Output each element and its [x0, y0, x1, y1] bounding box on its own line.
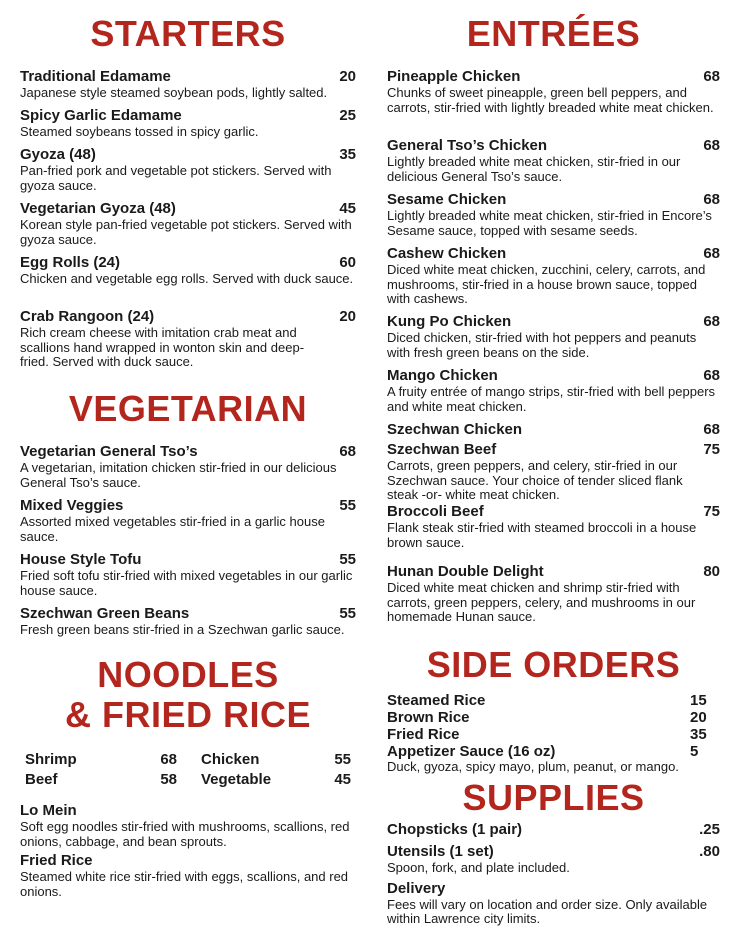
list-item	[20, 146, 356, 200]
item-price: 68	[703, 313, 720, 330]
item-price: 35	[690, 726, 707, 743]
item-price: 45	[339, 200, 356, 217]
item-desc: Diced white meat chicken and shrimp stir-fried with carrots, green peppers, celery, and mushrooms in our homemade Hunan sauce.	[387, 580, 696, 624]
item-price: 55	[339, 497, 356, 514]
item-desc: Lightly breaded white meat chicken, stir-fried in our delicious General Tso’s sauce.	[387, 154, 681, 184]
item-price: .25	[699, 821, 720, 838]
item-name: Fried Rice	[387, 726, 460, 743]
item-price: 20	[339, 68, 356, 85]
item-desc: Rich cream cheese with imitation crab meat and scallions hand wrapped in wonton skin and deep-fried. Served with duck sauce.	[20, 325, 305, 369]
item-desc: A fruity entrée of mango strips, stir-fried with bell peppers and white meat chicken.	[387, 384, 716, 414]
list-item	[387, 421, 720, 503]
item-desc: Spoon, fork, and plate included.	[387, 860, 570, 875]
list-item	[20, 443, 356, 497]
list-item	[387, 843, 720, 861]
list-item	[20, 497, 356, 551]
item-desc: Flank steak stir-fried with steamed broccoli in a house brown sauce.	[387, 520, 697, 550]
item-desc: Chicken and vegetable egg rolls. Served with duck sauce.	[20, 271, 354, 286]
list-item	[387, 692, 720, 709]
item-name: Mixed Veggies	[20, 497, 124, 514]
item-price: 75	[703, 441, 720, 458]
list-item	[20, 802, 356, 852]
item-name: Mango Chicken	[387, 367, 498, 384]
item-desc: A vegetarian, imitation chicken stir-fried in our delicious General Tso’s sauce.	[20, 460, 337, 490]
item-name: Vegetarian General Tso’s	[20, 443, 198, 460]
list-item	[387, 743, 720, 760]
item-name: Broccoli Beef	[387, 503, 484, 520]
noodles-title-line2: & FRIED RICE	[64, 694, 311, 735]
item-desc: Fresh green beans stir-fried in a Szechwan garlic sauce.	[20, 622, 345, 637]
list-item	[387, 313, 720, 367]
option-price: 68	[160, 751, 177, 768]
item-name: House Style Tofu	[20, 551, 142, 568]
item-name: Fried Rice	[20, 852, 93, 869]
noodles-list	[20, 802, 356, 899]
item-desc: Steamed soybeans tossed in spicy garlic.	[20, 124, 259, 139]
noodles-title	[20, 655, 356, 735]
item-price: 68	[703, 367, 720, 384]
item-desc: Lightly breaded white meat chicken, stir-fried in Encore’s Sesame sauce, topped with sesame seeds.	[387, 208, 712, 238]
item-name: Cashew Chicken	[387, 245, 507, 262]
item-price: 68	[703, 137, 720, 154]
list-item	[20, 308, 356, 370]
item-desc: Japanese style steamed soybean pods, lightly salted.	[20, 85, 328, 100]
list-item	[20, 852, 356, 899]
item-price: .80	[699, 843, 720, 860]
list-item	[387, 726, 720, 743]
supplies-list	[387, 821, 720, 927]
item-desc: Pan-fried pork and vegetable pot stickers. Served with gyoza sauce.	[20, 163, 332, 193]
starters-title: STARTERS	[90, 13, 286, 54]
item-name: Szechwan Green Beans	[20, 605, 190, 622]
item-name: Szechwan Chicken	[387, 421, 523, 438]
item-desc: Fees will vary on location and order size. Only available within Lawrence city limits.	[387, 896, 708, 926]
item-name: Egg Rolls (24)	[20, 254, 121, 271]
option-name: Chicken	[201, 751, 260, 768]
item-price: 60	[339, 254, 356, 271]
list-item	[20, 107, 356, 146]
noodles-title-line1: NOODLES	[97, 654, 279, 695]
item-name: Sesame Chicken	[387, 191, 507, 208]
list-item	[20, 254, 356, 308]
side-orders-title: SIDE ORDERS	[426, 644, 681, 685]
item-price: 35	[339, 146, 356, 163]
starters-list	[20, 68, 356, 370]
list-item	[387, 503, 720, 563]
item-price: 68	[339, 443, 356, 460]
item-name: Brown Rice	[387, 709, 470, 726]
option-price: 58	[160, 771, 177, 788]
item-name: Traditional Edamame	[20, 68, 171, 85]
item-desc: Steamed white rice stir-fried with eggs, scallions, and red onions.	[20, 869, 349, 899]
item-price: 80	[703, 563, 720, 580]
option-name: Beef	[25, 771, 58, 788]
item-name: Gyoza (48)	[20, 146, 96, 163]
item-desc: Korean style pan-fried vegetable pot stickers. Served with gyoza sauce.	[20, 217, 352, 247]
item-price: 20	[690, 709, 707, 726]
vegetarian-list	[20, 443, 356, 638]
item-name: Chopsticks (1 pair)	[387, 821, 523, 838]
item-price: 68	[703, 191, 720, 208]
option-name: Shrimp	[25, 751, 77, 768]
item-name: Lo Mein	[20, 802, 77, 819]
item-price: 20	[339, 308, 356, 325]
item-name: Crab Rangoon (24)	[20, 308, 155, 325]
list-item	[387, 68, 720, 137]
supplies-title: SUPPLIES	[462, 777, 645, 818]
list-item	[387, 245, 720, 313]
list-item	[387, 137, 720, 191]
item-price: 55	[339, 551, 356, 568]
item-name: Vegetarian Gyoza (48)	[20, 200, 176, 217]
item-desc: Duck, gyoza, spicy mayo, plum, peanut, or mango.	[387, 759, 679, 774]
list-item	[20, 551, 356, 605]
item-desc: Carrots, green peppers, and celery, stir-fried in our Szechwan sauce. Your choice of tender sliced flank steak -or- white meat chicken.	[387, 458, 683, 502]
item-name: Pineapple Chicken	[387, 68, 521, 85]
item-name: Hunan Double Delight	[387, 563, 544, 580]
item-price: 55	[339, 605, 356, 622]
item-price: 68	[703, 245, 720, 262]
item-price: 5	[690, 743, 699, 760]
list-item	[387, 880, 720, 898]
item-name: Spicy Garlic Edamame	[20, 107, 182, 124]
item-desc: Assorted mixed vegetables stir-fried in a garlic house sauce.	[20, 514, 325, 544]
item-name: Szechwan Beef	[387, 441, 497, 458]
item-price: 68	[703, 68, 720, 85]
option-price: 55	[334, 751, 351, 768]
item-name: Steamed Rice	[387, 692, 486, 709]
entrees-list	[387, 68, 720, 625]
item-name: Utensils (1 set)	[387, 843, 494, 860]
item-name: General Tso’s Chicken	[387, 137, 548, 154]
item-price: 68	[703, 421, 720, 438]
item-desc: Soft egg noodles stir-fried with mushrooms, scallions, red onions, cabbage, and bean sprouts.	[20, 819, 350, 849]
list-item	[387, 709, 720, 726]
item-price: 15	[690, 692, 707, 709]
item-price: 75	[703, 503, 720, 520]
list-item	[387, 367, 720, 421]
option-name: Vegetable	[201, 771, 272, 788]
side-orders-list	[387, 692, 720, 775]
option-price: 45	[334, 771, 351, 788]
vegetarian-title: VEGETARIAN	[68, 388, 308, 429]
item-desc: Diced white meat chicken, zucchini, celery, carrots, and mushrooms, stir-fried in a house brown sauce, topped with cashews.	[387, 262, 706, 306]
item-desc: Fried soft tofu stir-fried with mixed vegetables in our garlic house sauce.	[20, 568, 353, 598]
entrees-title: ENTRÉES	[466, 13, 641, 54]
item-name: Appetizer Sauce (16 oz)	[387, 743, 556, 760]
item-desc: Chunks of sweet pineapple, green bell peppers, and carrots, stir-fried with lightly breaded white meat chicken.	[387, 85, 714, 115]
list-item	[387, 563, 720, 625]
list-item	[387, 821, 720, 839]
item-name: Kung Po Chicken	[387, 313, 512, 330]
item-name: Delivery	[387, 879, 446, 897]
list-item	[387, 191, 720, 245]
item-desc: Diced chicken, stir-fried with hot peppers and peanuts with fresh green beans on the side.	[387, 330, 697, 360]
noodles-options	[25, 750, 351, 790]
list-item	[20, 68, 356, 107]
item-price: 25	[339, 107, 356, 124]
list-item	[20, 200, 356, 254]
list-item	[20, 605, 356, 638]
